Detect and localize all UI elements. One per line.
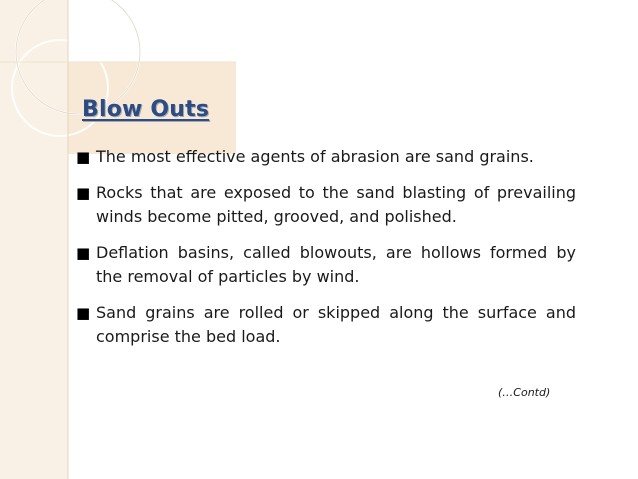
bullet-text: The most effective agents of abrasion are sand grains. [96,147,534,166]
bullet-marker-icon: ■ [76,244,91,262]
bullet-text: Deflation basins, called blowouts, are hollows formed by the removal of particles by wind. [96,243,576,286]
bullet-marker-icon: ■ [76,148,91,166]
slide-title: Blow Outs [82,97,210,122]
bullet-item [76,145,576,169]
bullet-text: Sand grains are rolled or skipped along the surface and comprise the bed load. [96,303,576,346]
bullet-item [76,241,576,289]
bullet-item [76,301,576,349]
bullet-marker-icon: ■ [76,304,91,322]
bullet-list [76,145,576,361]
continued-note: (…Contd) [498,386,551,399]
bullet-marker-icon: ■ [76,184,91,202]
bullet-item [76,181,576,229]
bullet-text: Rocks that are exposed to the sand blasting of prevailing winds become pitted, grooved, and polished. [96,183,576,226]
